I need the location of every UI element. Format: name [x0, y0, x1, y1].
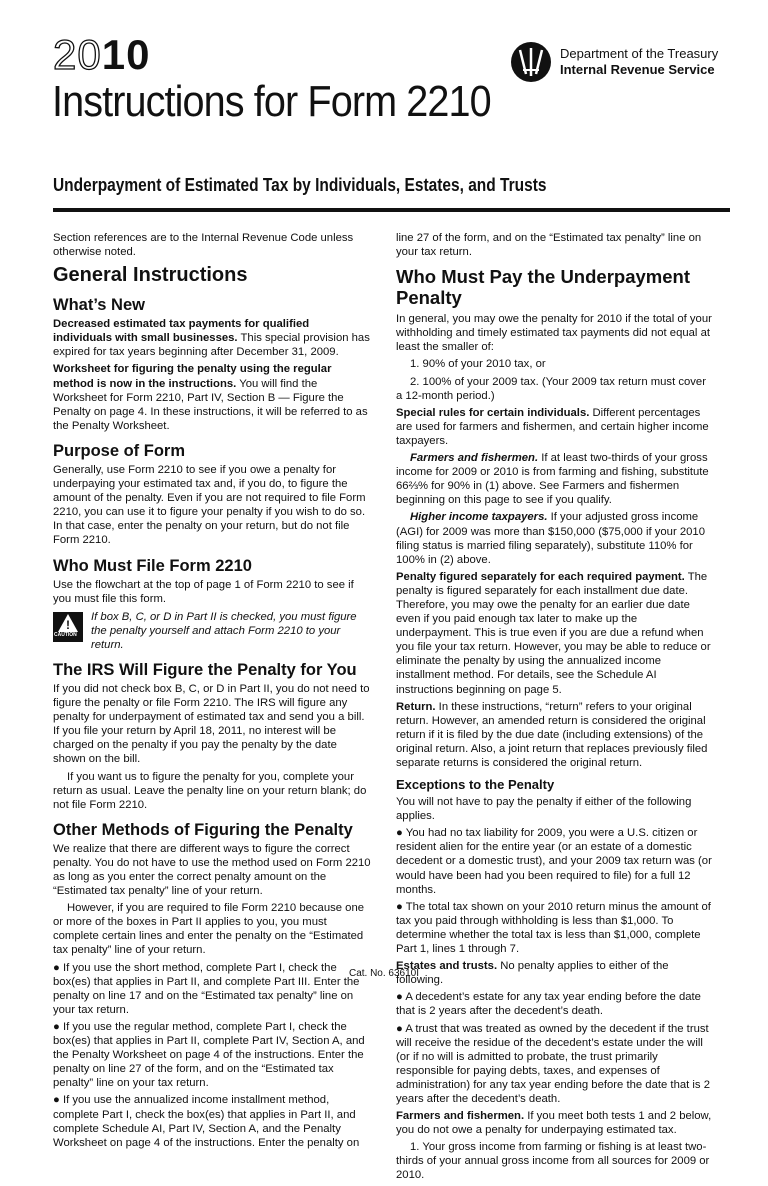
paragraph-text: Use the flowchart at the top of page 1 of Form 2210 to see if you must file this form. [53, 578, 354, 605]
paragraph-lead: Farmers and fishermen. [396, 1110, 525, 1123]
paragraph-lead: Special rules for certain individuals. [396, 406, 590, 419]
section-heading: Purpose of Form [53, 441, 186, 460]
paragraph [396, 231, 714, 259]
section-heading: Other Methods of Figuring the Penalty [53, 820, 353, 839]
paragraph [396, 357, 714, 371]
paragraph-lead: Penalty figured separately for each required payment. [396, 570, 685, 583]
paragraph [53, 770, 371, 812]
paragraph [53, 1020, 371, 1090]
paragraph [53, 362, 371, 432]
paragraph [396, 1022, 714, 1107]
paragraph [53, 578, 371, 606]
paragraph-text: You will find the Worksheet for Form 2210, Part IV, Section B — Figure the Penalty on page 4. In these instructions, it will be referred to as the Penalty Worksheet. [53, 377, 368, 432]
agency-name [560, 46, 718, 78]
paragraph-text: No penalty applies to either of the following. [396, 960, 669, 987]
paragraph-text: If at least two-thirds of your gross income for 2009 or 2010 is from farming and fishing, substitute 66⅔% for 90% in (1) above. See Farmers and fishermen beginning on this page to see if you qualify. [396, 452, 709, 507]
paragraph-text: If you meet both tests 1 and 2 below, you do not owe a penalty for underpaying estimated tax. [396, 1110, 712, 1137]
paragraph-text: Different percentages are used for farmers and fishermen, and certain higher income taxpayers. [396, 406, 709, 447]
paragraph [53, 842, 371, 898]
paragraph [396, 700, 714, 770]
paragraph-text: ● You had no tax liability for 2009, you were a U.S. citizen or resident alien for the entire year (or an estate of a domestic decedent or a domestic trust), and your 2009 tax return was (or would have been had you been required to file) for a full 12 months. [396, 827, 712, 896]
section-heading: The IRS Will Figure the Penalty for You [53, 660, 357, 679]
paragraph [396, 1140, 714, 1182]
year-bold: 10 [101, 31, 151, 78]
paragraph [53, 317, 371, 359]
paragraph-text: If you did not check box B, C, or D in Part II, you do not need to figure the penalty or file Form 2210. The IRS will figure any penalty for underpayment of estimated tax and send you a bill. If you file your return by April 18, 2011, no interest will be charged on the penalty if you pay the penalty by the date shown on the bill. [53, 682, 370, 766]
paragraph-lead: Estates and trusts. [396, 960, 498, 973]
paragraph-lead: Worksheet for figuring the penalty using the regular method is now in the instructions. [53, 363, 332, 390]
paragraph-text: The penalty is figured separately for each installment due date. Therefore, you may owe the penalty for an earlier due date even if you paid enough tax later to make up the underpayment. This is true even if you are due a refund when you file your tax return. However, you may be able to reduce or eliminate the penalty by using the annualized income installment method. For details, see the Schedule AI instructions beginning on page 5. [396, 570, 711, 696]
caution-label: CAUTION [54, 631, 77, 638]
paragraph-lead: Return. [396, 700, 436, 713]
paragraph [396, 990, 714, 1018]
paragraph-text: Section references are to the Internal Revenue Code unless otherwise noted. [53, 232, 354, 259]
paragraph [53, 1093, 371, 1149]
paragraph-text: 2. 100% of your 2009 tax. (Your 2009 tax return must cover a 12-month period.) [396, 375, 706, 402]
paragraph [53, 231, 371, 259]
paragraph [396, 795, 714, 823]
exclamation-icon: ! [66, 617, 70, 632]
paragraph [396, 375, 714, 403]
irs-eagle-logo-icon [506, 40, 556, 84]
left-column [53, 231, 371, 1153]
caution-icon [53, 612, 83, 642]
paragraph [396, 1109, 714, 1137]
paragraph-text: Generally, use Form 2210 to see if you owe a penalty for underpaying your estimated tax and, if you do, to figure the amount of the penalty. Even if you are not required to file Form 2210, you can use it to figure your penalty if you wish to do so. In that case, enter the penalty on your return, but do not file Form 2210. [53, 463, 366, 547]
paragraph [396, 826, 714, 896]
paragraph-lead: Farmers and fishermen. [410, 452, 539, 465]
section-heading: Who Must Pay the Underpayment Penalty [396, 266, 690, 309]
caution-note [53, 610, 371, 652]
paragraph-text: In these instructions, “return” refers to your original return. However, an amended return is considered the original return if it is filed by the due date (including extensions) of the original return. Also, a joint return that replaces previously filed separate returns is considered the original return. [396, 700, 708, 769]
section-heading: Who Must File Form 2210 [53, 556, 252, 575]
section-heading: Exceptions to the Penalty [396, 777, 555, 793]
dept-line: Department of the Treasury [560, 46, 719, 61]
page-subtitle: Underpayment of Estimated Tax by Individuals, Estates, and Trusts [53, 175, 547, 195]
paragraph [53, 682, 371, 767]
paragraph-text: ● If you use the regular method, complete Part I, check the box(es) that applies in Part II, complete Part IV, Section A, and the Penalty Worksheet on page 4 of the instructions. Enter the penalty on line 27 of the form, and on the “Estimated tax penalty” line on your tax return. [53, 1020, 365, 1090]
paragraph [396, 570, 714, 697]
section-heading: What’s New [53, 296, 145, 315]
caution-text: If box B, C, or D in Part II is checked, you must figure the penalty yourself and attach Form 2210 to your return. [91, 610, 357, 651]
form-year [53, 31, 151, 78]
paragraph-text: ● The total tax shown on your 2010 return minus the amount of tax you paid through withholding is less than $1,000. To determine whether the total tax is less than $1,000, complete Part 1, lines 1 through 7. [396, 900, 711, 956]
paragraph-text: We realize that there are different ways to figure the correct penalty. You do not have to use the method used on Form 2210 as long as you enter the correct penalty amount on the “Estimated tax penalty” line of your return. [53, 842, 371, 898]
paragraph-text: This special provision has expired for tax years beginning after December 31, 2009. [53, 332, 370, 359]
paragraph [396, 900, 714, 956]
paragraph-text: ● If you use the annualized income installment method, complete Part I, check the box(es) that applies in Part II, and complete Schedule AI, Part IV, Section A, and the Penalty Worksheet on page 4 of the instructions. Enter the penalty on [53, 1094, 360, 1149]
paragraph-text: In general, you may owe the penalty for 2010 if the total of your withholding and timely estimated tax payments did not equal at least the smaller of: [396, 313, 712, 354]
paragraph [53, 463, 371, 548]
agency-line: Internal Revenue Service [560, 62, 715, 77]
paragraph-text: 1. 90% of your 2010 tax, or [410, 358, 546, 371]
year-outline: 20 [53, 31, 102, 78]
paragraph [396, 451, 714, 507]
paragraph [396, 406, 714, 448]
paragraph [396, 312, 714, 354]
paragraph-lead: Decreased estimated tax payments for qualified individuals with small businesses. [53, 318, 310, 345]
right-column [396, 231, 714, 1186]
header-rule [53, 208, 730, 212]
paragraph-text: ● A decedent’s estate for any tax year ending before the date that is 2 years after the decedent’s death. [396, 991, 701, 1018]
paragraph-text: If you want us to figure the penalty for you, complete your return as usual. Leave the penalty line on your return blank; do not file Form 2210. [53, 770, 367, 811]
paragraph [53, 901, 371, 957]
paragraph-text: ● If you use the short method, complete Part I, check the box(es) that applies in Part II, and complete Part III. Enter the penalty on line 17 and on the “Estimated tax penalty” line on your tax return. [53, 961, 360, 1016]
paragraph-text: 1. Your gross income from farming or fishing is at least two-thirds of your annual gross income from all sources for 2009 or 2010. [396, 1141, 710, 1182]
paragraph-text: However, if you are required to file Form 2210 because one or more of the boxes in Part II applies to you, you must complete certain lines and enter the penalty on the “Estimated tax penalty” line of your return. [53, 902, 365, 957]
paragraph-text: ● A trust that was treated as owned by the decedent if the trust will receive the residue of the decedent’s estate under the will (or if no will is admitted to probate, the trust primarily responsible for paying debts, taxes, and expenses of administration) for any tax year ending before the date that is 2 years after the decedent’s death. [396, 1022, 710, 1105]
paragraph-lead: Higher income taxpayers. [410, 511, 548, 524]
paragraph [396, 510, 714, 566]
paragraph-text: You will not have to pay the penalty if either of the following applies. [396, 796, 692, 823]
page-title: Instructions for Form 2210 [52, 77, 491, 126]
catalog-number: Cat. No. 63610I [348, 968, 420, 979]
paragraph-text: line 27 of the form, and on the “Estimated tax penalty” line on your tax return. [396, 232, 702, 259]
section-heading: General Instructions [53, 264, 248, 287]
paragraph-text: If your adjusted gross income (AGI) for 2009 was more than $150,000 ($75,000 if your 2010 filing status is married filing separately), substitute 110% for 100% in (2) above. [396, 511, 705, 566]
